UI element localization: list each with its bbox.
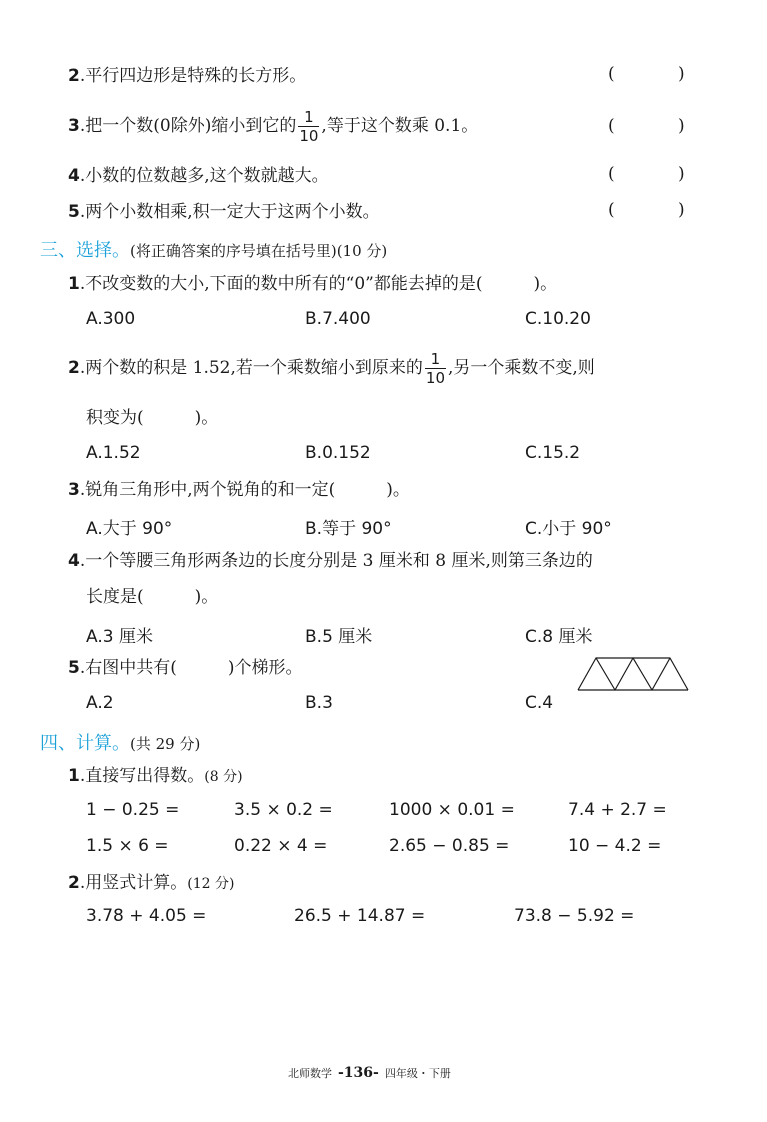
judge-question-4	[68, 165, 329, 187]
question-text: ,等于这个数乘 0.1。	[321, 116, 479, 136]
trapezoid-figure	[575, 653, 693, 695]
fraction-numerator: 1	[430, 350, 441, 368]
section-title: 三、选择。	[40, 240, 130, 261]
answer-paren-close: )	[678, 116, 685, 136]
calc-item: 73.8 − 5.92 =	[514, 906, 635, 926]
question-text: .小数的位数越多,这个数就越大。	[79, 166, 329, 186]
choice-question-3	[68, 479, 410, 501]
calc-item: 1000 × 0.01 =	[389, 800, 515, 820]
section-heading-calc	[40, 729, 200, 755]
question-text: .把一个数(0除外)缩小到它的	[79, 116, 297, 136]
choice-question-4-line2: 长度是( )。	[86, 587, 219, 607]
question-number: 5	[68, 202, 80, 222]
calc-item: 10 − 4.2 =	[568, 836, 662, 856]
question-text: .不改变数的大小,下面的数中所有的“0”都能去掉的是( )。	[79, 274, 558, 294]
option-c: C.15.2	[525, 443, 581, 463]
option-b: B.等于 90°	[305, 519, 392, 539]
choice-question-4	[68, 550, 593, 572]
judge-question-5	[68, 201, 380, 223]
answer-paren-close: )	[678, 200, 685, 220]
option-a: A.大于 90°	[86, 519, 173, 539]
calc-item: 1.5 × 6 =	[86, 836, 169, 856]
question-number: 2	[68, 873, 80, 893]
option-a: A.2	[86, 693, 114, 713]
option-b: B.3	[305, 693, 333, 713]
page-footer	[288, 1065, 451, 1081]
fraction-denominator: 10	[299, 127, 319, 145]
choice-question-1	[68, 273, 557, 295]
answer-paren-open: (	[608, 200, 615, 220]
option-a: A.1.52	[86, 443, 141, 463]
calc-item: 3.5 × 0.2 =	[234, 800, 333, 820]
option-a: A.300	[86, 309, 136, 329]
judge-question-2	[68, 65, 306, 87]
answer-paren-open: (	[608, 64, 615, 84]
question-text: .锐角三角形中,两个锐角的和一定( )。	[79, 480, 410, 500]
section-note: (将正确答案的序号填在括号里)(10 分)	[130, 242, 388, 260]
calc-item: 26.5 + 14.87 =	[294, 906, 426, 926]
fraction	[298, 108, 319, 145]
question-number: 3	[68, 480, 80, 500]
question-text: .一个等腰三角形两条边的长度分别是 3 厘米和 8 厘米,则第三条边的	[79, 551, 593, 571]
question-text: .用竖式计算。	[79, 873, 188, 893]
question-text: .平行四边形是特殊的长方形。	[79, 66, 307, 86]
calc-item: 1 − 0.25 =	[86, 800, 180, 820]
section-title: 四、计算。	[40, 733, 130, 754]
question-text: .直接写出得数。	[79, 766, 205, 786]
calc-item: 7.4 + 2.7 =	[568, 800, 667, 820]
option-c: C.8 厘米	[525, 627, 593, 647]
question-note: (8 分)	[204, 769, 243, 785]
option-c: C.小于 90°	[525, 519, 612, 539]
calc-item: 0.22 × 4 =	[234, 836, 328, 856]
question-number: 4	[68, 551, 80, 571]
fraction-numerator: 1	[304, 108, 314, 126]
page-number: -136-	[338, 1065, 379, 1081]
answer-paren-open: (	[608, 116, 615, 136]
choice-question-5	[68, 657, 303, 679]
question-number: 4	[68, 166, 80, 186]
option-a: A.3 厘米	[86, 627, 153, 647]
question-number: 5	[68, 658, 80, 678]
question-number: 1	[68, 274, 80, 294]
question-text: .右图中共有( )个梯形。	[79, 658, 303, 678]
section-note: (共 29 分)	[130, 735, 201, 753]
option-c: C.10.20	[525, 309, 591, 329]
question-number: 2	[68, 358, 80, 378]
section-heading-choice	[40, 236, 387, 262]
option-b: B.0.152	[305, 443, 371, 463]
choice-question-2	[68, 346, 595, 390]
question-number: 3	[68, 116, 80, 136]
answer-paren-open: (	[608, 164, 615, 184]
footer-grade: 四年级・下册	[384, 1067, 451, 1080]
question-text: ,另一个乘数不变,则	[448, 358, 595, 378]
option-b: B.5 厘米	[305, 627, 373, 647]
question-note: (12 分)	[187, 876, 235, 892]
fraction	[425, 350, 446, 387]
fraction-denominator: 10	[425, 369, 445, 387]
answer-paren-close: )	[678, 64, 685, 84]
question-number: 2	[68, 66, 80, 86]
footer-book-title: 北师数学	[288, 1067, 332, 1080]
option-c: C.4	[525, 693, 554, 713]
figure-zigzag	[578, 658, 688, 690]
option-b: B.7.400	[305, 309, 371, 329]
calc-item: 3.78 + 4.05 =	[86, 906, 207, 926]
question-number: 1	[68, 766, 80, 786]
judge-question-3	[68, 104, 478, 148]
question-text: .两个小数相乘,积一定大于这两个小数。	[79, 202, 380, 222]
answer-paren-close: )	[678, 164, 685, 184]
calc-question-2	[68, 872, 234, 895]
calc-item: 2.65 − 0.85 =	[389, 836, 510, 856]
question-text: .两个数的积是 1.52,若一个乘数缩小到原来的	[79, 358, 423, 378]
choice-question-2-line2: 积变为( )。	[86, 408, 219, 428]
calc-question-1	[68, 765, 243, 788]
